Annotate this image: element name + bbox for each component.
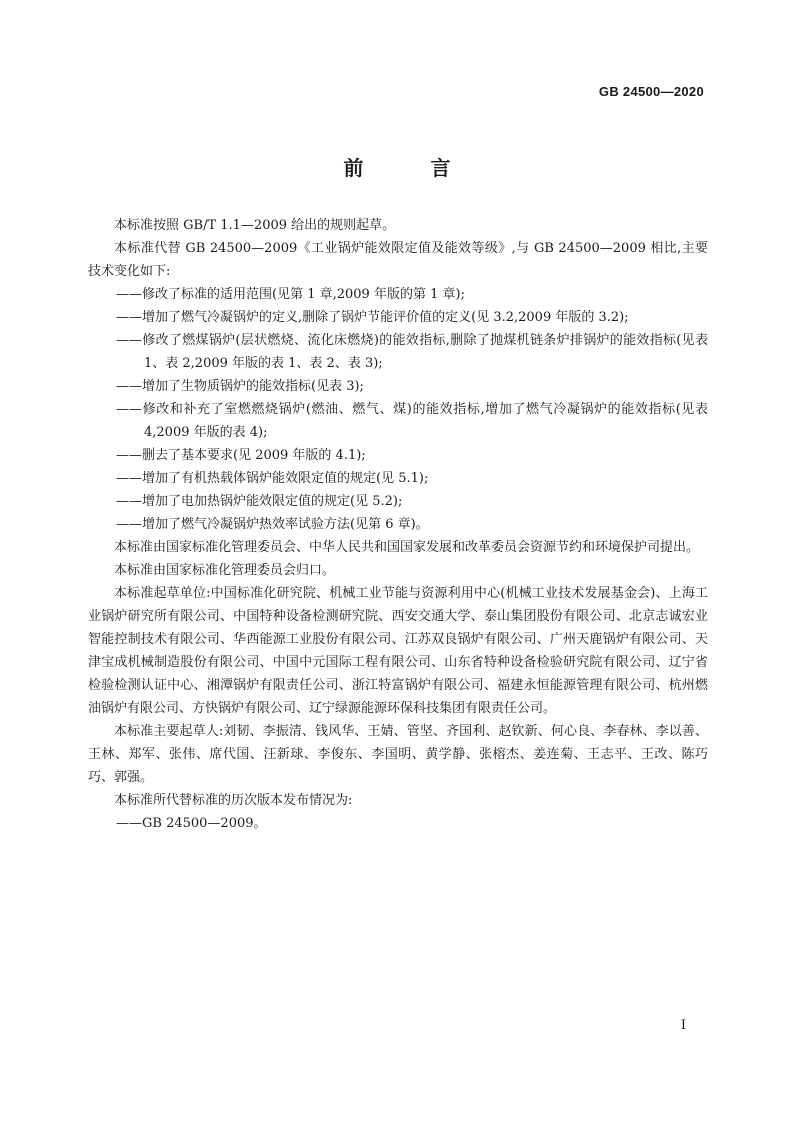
paragraph-centralized: 本标准由国家标准化管理委员会归口。 <box>114 563 336 578</box>
change-item: ——增加了生物质锅炉的能效指标(见表 3); <box>116 379 364 394</box>
change-item: ——增加了燃气冷凝锅炉的定义,删除了锅炉节能评价值的定义(见 3.2,2009 年版的 3.2); <box>116 310 629 325</box>
paragraph-proposer: 本标准由国家标准化管理委员会、中华人民共和国国家发展和改革委员会资源节约和环境保护司提出。 <box>114 540 700 555</box>
change-item: ——增加了有机热载体锅炉能效限定值的规定(见 5.1); <box>116 471 429 486</box>
change-item: ——增加了燃气冷凝锅炉热效率试验方法(见第 6 章)。 <box>116 517 429 532</box>
paragraph-drafters: 本标准主要起草人:刘韧、李振清、钱风华、王婧、管坚、齐国利、赵钦新、何心良、李春林、李以善、王林、郑军、张伟、席代国、汪新球、李俊东、李国明、黄学静、张榕杰、姜连菊、王志平、王改、陈巧巧、郭强。 <box>88 724 708 785</box>
page-title: 前 言 <box>343 156 481 180</box>
change-item: ——修改和补充了室燃燃烧锅炉(燃油、燃气、煤)的能效指标,增加了燃气冷凝锅炉的能效指标(见表 4,2009 年版的表 4); <box>116 402 708 440</box>
change-item: ——修改了标准的适用范围(见第 1 章,2009 年版的第 1 章); <box>116 287 465 302</box>
standard-code: GB 24500—2020 <box>598 84 704 99</box>
page-number: I <box>680 1018 686 1033</box>
paragraph-history-intro: 本标准所代替标准的历次版本发布情况为: <box>114 793 353 808</box>
foreword-body <box>88 214 708 835</box>
paragraph-replacement: 本标准代替 GB 24500—2009《工业锅炉能效限定值及能效等级》,与 GB 24500—2009 相比,主要技术变化如下: <box>88 241 708 279</box>
paragraph-drafting-rule: 本标准按照 GB/T 1.1—2009 给出的规则起草。 <box>114 218 396 233</box>
change-item: ——修改了燃煤锅炉(层状燃烧、流化床燃烧)的能效指标,删除了抛煤机链条炉排锅炉的能效指标(见表 1、表 2,2009 年版的表 1、表 2、表 3); <box>116 333 708 371</box>
history-item: ——GB 24500—2009。 <box>116 816 267 831</box>
change-item: ——增加了电加热锅炉能效限定值的规定(见 5.2); <box>116 494 403 509</box>
paragraph-drafting-units: 本标准起草单位:中国标准化研究院、机械工业节能与资源利用中心(机械工业技术发展基金会)、上海工业锅炉研究所有限公司、中国特种设备检测研究院、西安交通大学、泰山集团股份有限公司、北京志诚宏业智能控制技术有限公司、华西能源工业股份有限公司、江苏双良锅炉有限公司、广州天鹿锅炉有限公司、天津宝成机械制造股份有限公司、中国中元国际工程有限公司、山东省特种设备检验研究院有限公司、辽宁省检验检测认证中心、湘潭锅炉有限责任公司、浙江特富锅炉有限公司、福建永恒能源管理有限公司、杭州燃油锅炉有限公司、方快锅炉有限公司、辽宁绿源能源环保科技集团有限责任公司。 <box>88 586 708 716</box>
change-item: ——删去了基本要求(见 2009 年版的 4.1); <box>116 448 366 463</box>
